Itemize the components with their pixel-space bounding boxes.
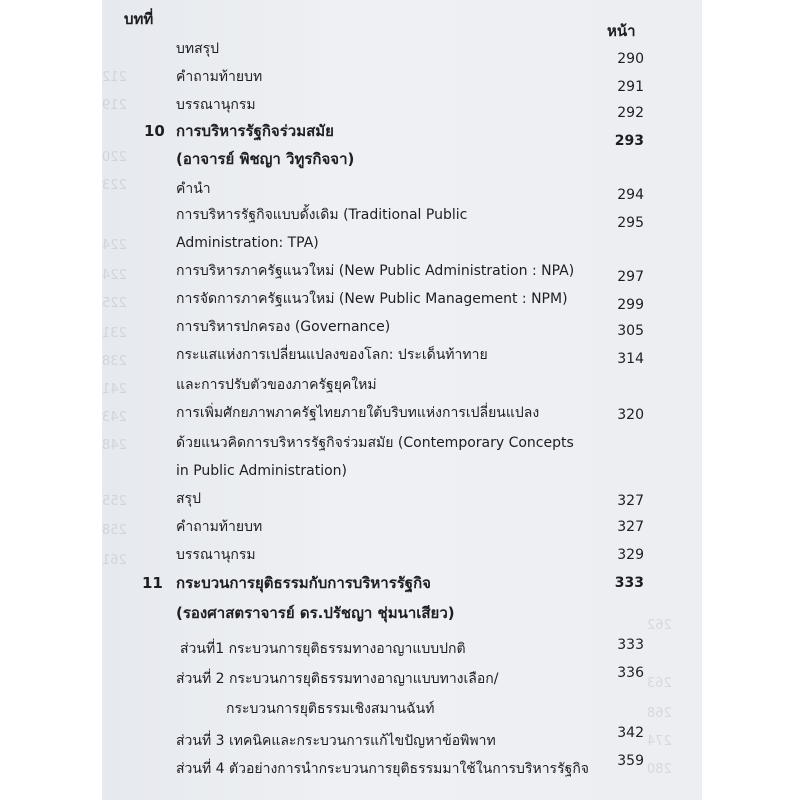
toc-page-number: 290 (617, 51, 644, 67)
ghost-number: 262 (647, 618, 672, 633)
page-column-header: หน้า (607, 22, 636, 40)
ghost-number: 238 (102, 354, 127, 369)
ghost-number: 220 (102, 150, 127, 165)
ghost-number: 241 (102, 382, 127, 397)
toc-entry-continuation: กระบวนการยุติธรรมเชิงสมานฉันท์ (226, 701, 435, 717)
toc-entry: บรรณานุกรม (176, 97, 256, 113)
toc-entry: การจัดการภาครัฐแนวใหม่ (New Public Management : NPM) (176, 291, 568, 307)
toc-entry: การบริหารรัฐกิจแบบดั้งเดิม (Traditional Public (176, 207, 468, 223)
chapter-column-header: บทที่ (124, 10, 154, 28)
ghost-number: 263 (647, 676, 672, 691)
toc-entry: การบริหารปกครอง (Governance) (176, 319, 391, 335)
toc-entry-continuation: ด้วยแนวคิดการบริหารรัฐกิจร่วมสมัย (Contemporary Concepts (176, 435, 574, 451)
toc-page-number: 327 (617, 493, 644, 509)
ghost-number: 268 (647, 706, 672, 721)
chapter-number: 11 (142, 574, 163, 592)
ghost-number: 225 (102, 296, 127, 311)
toc-entry: ส่วนที่ 4 ตัวอย่างการนำกระบวนการยุติธรรมมาใช้ในการบริหารรัฐกิจ (176, 761, 589, 777)
chapter-number: 10 (144, 122, 165, 140)
toc-page-number: 292 (617, 105, 644, 121)
ghost-number: 261 (102, 553, 127, 568)
ghost-number: 231 (102, 326, 127, 341)
toc-page-number: 294 (617, 187, 644, 203)
ghost-number: 255 (102, 494, 127, 509)
toc-entry: ส่วนที่ 3 เทคนิคและกระบวนการแก้ไขปัญหาข้อพิพาท (176, 733, 496, 749)
toc-page-number: 291 (617, 79, 644, 95)
toc-page-number: 329 (617, 547, 644, 563)
toc-page-number: 327 (617, 519, 644, 535)
ghost-number: 243 (102, 410, 127, 425)
toc-page-number: 333 (614, 575, 644, 591)
toc-entry: การบริหารภาครัฐแนวใหม่ (New Public Administration : NPA) (176, 263, 575, 279)
toc-entry: คำถามท้ายบท (176, 69, 263, 85)
toc-entry: กระแสแห่งการเปลี่ยนแปลงของโลก: ประเด็นท้าทาย (176, 347, 488, 363)
toc-page-number: 342 (617, 725, 644, 741)
toc-entry-continuation: Administration: TPA) (176, 235, 319, 251)
toc-page-number: 293 (614, 133, 644, 149)
toc-entry: คำถามท้ายบท (176, 519, 263, 535)
toc-entry: บทสรุป (176, 41, 220, 57)
toc-entry: ส่วนที่ 2 กระบวนการยุติธรรมทางอาญาแบบทางเลือก/ (176, 671, 499, 687)
toc-page-number: 314 (617, 351, 644, 367)
chapter-title: การบริหารรัฐกิจร่วมสมัย (176, 122, 334, 140)
ghost-number: 258 (102, 523, 127, 538)
book-page (102, 0, 702, 800)
chapter-author: (รองศาสตราจารย์ ดร.ปรัชญา ชุ่มนาเสียว) (176, 604, 455, 622)
toc-entry: ส่วนที่1 กระบวนการยุติธรรมทางอาญาแบบปกติ (180, 641, 466, 657)
toc-page-number: 295 (617, 215, 644, 231)
toc-entry-continuation: in Public Administration) (176, 463, 348, 479)
ghost-number: 274 (647, 734, 672, 749)
toc-entry: คำนำ (176, 181, 211, 197)
toc-page-number: 299 (617, 297, 644, 313)
toc-page-number: 320 (617, 407, 644, 423)
ghost-number: 248 (102, 438, 127, 453)
ghost-number: 223 (102, 178, 127, 193)
toc-entry-continuation: และการปรับตัวของภาครัฐยุคใหม่ (176, 377, 377, 393)
chapter-author: (อาจารย์ พิชญา วิทูรกิจจา) (176, 150, 355, 168)
toc-page-number: 305 (617, 323, 644, 339)
chapter-title: กระบวนการยุติธรรมกับการบริหารรัฐกิจ (176, 574, 431, 592)
toc-page-number: 359 (617, 753, 644, 769)
toc-page-number: 297 (617, 269, 644, 285)
ghost-number: 280 (647, 762, 672, 777)
ghost-number: 224 (102, 268, 127, 283)
toc-entry: การเพิ่มศักยภาพภาครัฐไทยภายใต้บริบทแห่งการเปลี่ยนแปลง (176, 405, 540, 421)
toc-page-number: 336 (617, 665, 644, 681)
ghost-number: 219 (102, 98, 127, 113)
ghost-number: 224 (102, 238, 127, 253)
toc-page-number: 333 (617, 637, 644, 653)
toc-entry: บรรณานุกรม (176, 547, 256, 563)
toc-entry: สรุป (176, 491, 201, 507)
ghost-number: 212 (102, 70, 127, 85)
